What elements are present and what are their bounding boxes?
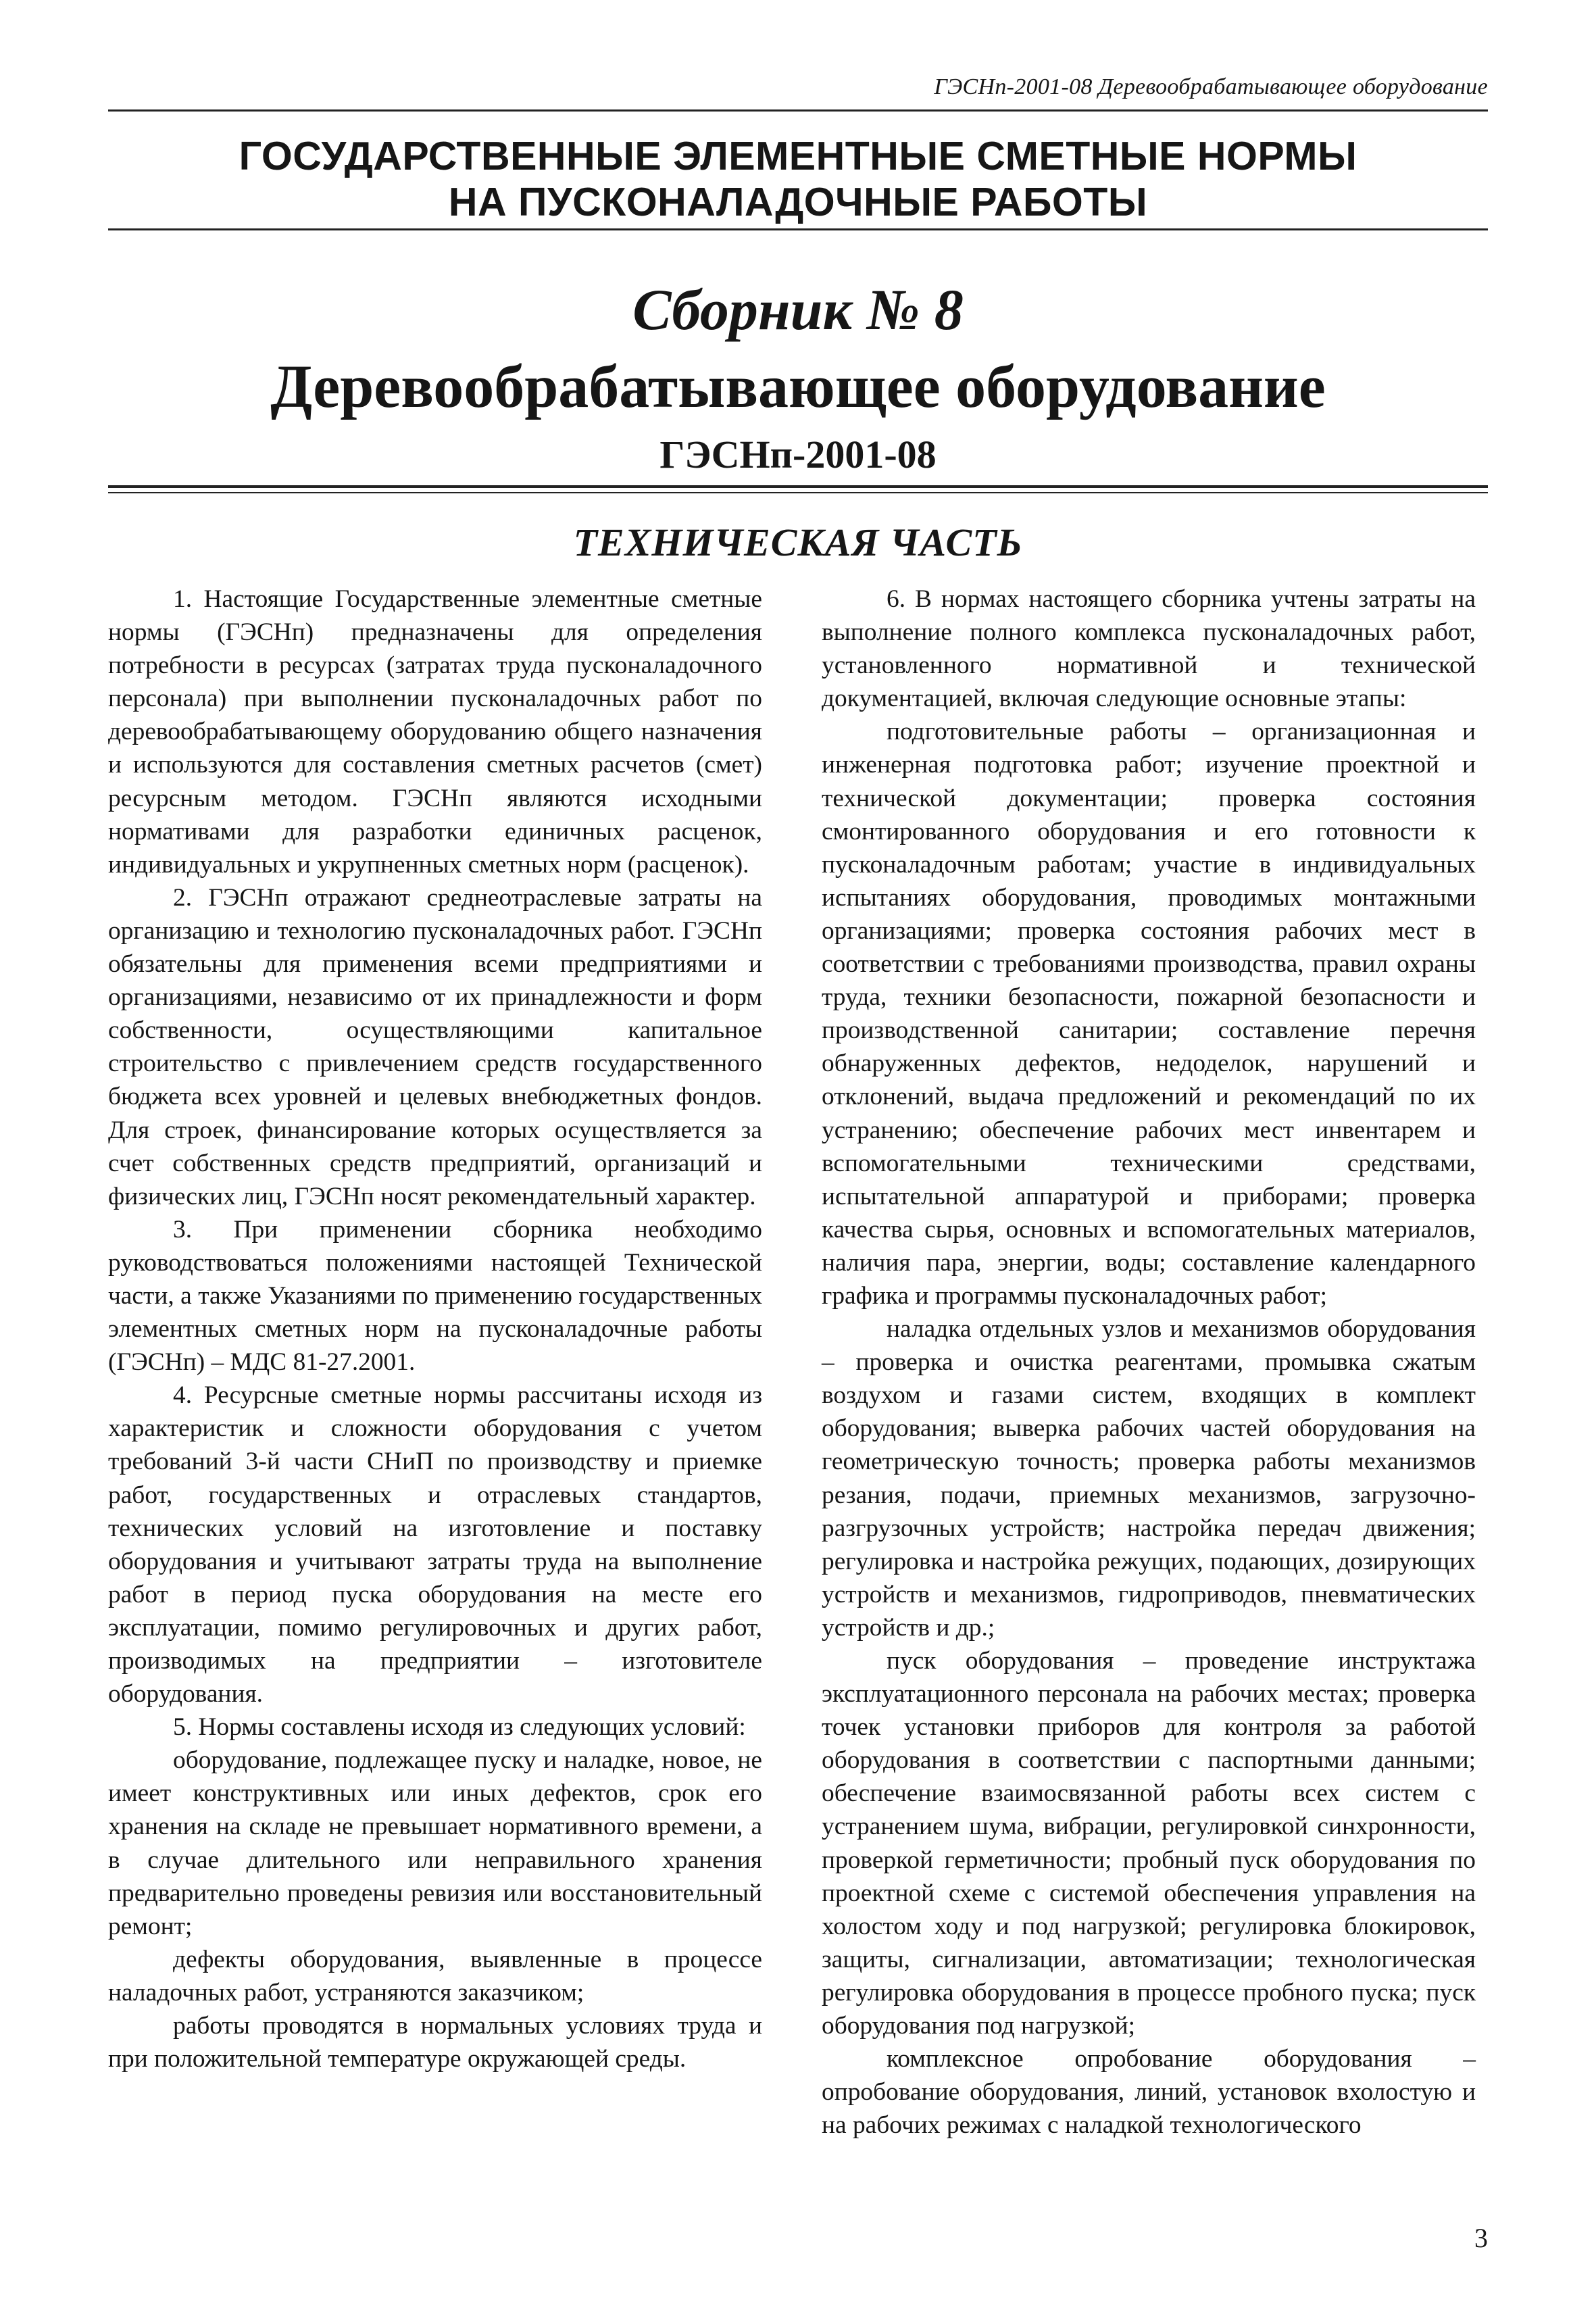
left-column	[108, 583, 762, 2075]
paragraph-5: 5. Нормы составлены исходя из следующих условий:	[173, 1713, 746, 1742]
collection-code: ГЭСНп-2001-08	[659, 433, 937, 476]
document-title-line-1: ГОСУДАРСТВЕННЫЕ ЭЛЕМЕНТНЫЕ СМЕТНЫЕ НОРМЫ	[239, 134, 1357, 178]
section-title: ТЕХНИЧЕСКАЯ ЧАСТЬ	[573, 520, 1023, 564]
double-rule	[108, 485, 1488, 493]
right-column	[822, 583, 1476, 2142]
collection-name: Деревообрабатывающее оборудование	[270, 353, 1326, 420]
paragraph-6-stage-complex-testing: комплексное опробование оборудования – опробование оборудования, линий, установок вхолостую и на рабочих режимах с наладкой технологического	[822, 2045, 1476, 2140]
collection-number: Сборник № 8	[632, 277, 964, 342]
paragraph-4: 4. Ресурсные сметные нормы рассчитаны исходя из характеристик и сложности оборудования с учетом требований 3-й части СНиП по производству и приемке работ, государственных и отраслевых стандартов, технических условий на изготовление и поставку оборудования и учитывают затраты труда на выполнение работ в период пуска оборудования на месте его эксплуатации, помимо регулировочных и других работ, производимых на предприятии – изготовителе оборудования.	[108, 1381, 762, 1708]
paragraph-6-stage-adjustment: наладка отдельных узлов и механизмов оборудования – проверка и очистка реагентами, промывка сжатым воздухом и газами систем, входящих в комплект оборудования; выверка рабочих частей оборудования на геометрическую точность; проверка работы механизмов резания, подачи, приемных механизмов, загрузочно-разгрузочных устройств; настройка передач движения; регулировка и настройка режущих, подающих, дозирующих устройств и механизмов, гидроприводов, пневматических устройств и др.;	[822, 1315, 1476, 1642]
paragraph-2: 2. ГЭСНп отражают среднеотраслевые затраты на организацию и технологию пусконаладочных работ. ГЭСНп обязательны для применения всеми предприятиями и организациями, независимо от их принадлежности и форм собственности, осуществляющими капитальное строительство с привлечением средств государственного бюджета всех уровней и целевых внебюджетных фондов. Для строек, финансирование которых осуществляется за счет собственных средств предприятий, организаций и физических лиц, ГЭСНп носят рекомендательный характер.	[108, 883, 762, 1210]
paragraph-6-stage-preparatory: подготовительные работы – организационная и инженерная подготовка работ; изучение проектной и технической документации; проверка состояния смонтированного оборудования и его готовности к пусконаладочным работам; участие в индивидуальных испытаниях оборудования, проводимых монтажными организациями; проверка состояния рабочих мест в соответствии с требованиями производства, правил охраны труда, техники безопасности, пожарной безопасности и производственной санитарии; составление перечня обнаруженных дефектов, недоделок, нарушений и отклонений, выдача предложений и рекомендаций по их устранению; обеспечение рабочих мест инвентарем и вспомогательными техническими средствами, испытательной аппаратурой и приборами; проверка качества сырья, основных и вспомогательных материалов, наличия пара, энергии, воды; составление календарного графика и программы пусконаладочных работ;	[822, 718, 1476, 1310]
running-header: ГЭСНп-2001-08 Деревообрабатывающее оборудование	[934, 74, 1488, 99]
header-rule	[108, 109, 1488, 112]
title-rule	[108, 228, 1488, 230]
document-title-line-2: НА ПУСКОНАЛАДОЧНЫЕ РАБОТЫ	[448, 180, 1148, 224]
paragraph-5-condition-3: работы проводятся в нормальных условиях труда и при положительной температуре окружающей среды.	[108, 2012, 762, 2073]
page-number: 3	[1474, 2223, 1488, 2253]
paragraph-5-condition-2: дефекты оборудования, выявленные в процессе наладочных работ, устраняются заказчиком;	[108, 1945, 762, 2007]
paragraph-5-condition-1: оборудование, подлежащее пуску и наладке, новое, не имеет конструктивных или иных дефектов, срок его хранения на складе не превышает нормативного времени, а в случае длительного или неправильного хранения предварительно проведены ревизия или восстановительный ремонт;	[108, 1746, 762, 1940]
paragraph-3: 3. При применении сборника необходимо руководствоваться положениями настоящей Технической части, а также Указаниями по применению государственных элементных сметных норм на пусконаладочные работы (ГЭСНп) – МДС 81-27.2001.	[108, 1215, 762, 1377]
paragraph-6: 6. В нормах настоящего сборника учтены затраты на выполнение полного комплекса пусконаладочных работ, установленного нормативной и технической документацией, включая следующие основные этапы:	[822, 585, 1476, 713]
paragraph-1: 1. Настоящие Государственные элементные сметные нормы (ГЭСНп) предназначены для определения потребности в ресурсах (затратах труда пусконаладочного персонала) при выполнении пусконаладочных работ по деревообрабатывающему оборудованию общего назначения и используются для составления сметных расчетов (смет) ресурсным методом. ГЭСНп являются исходными нормативами для разработки единичных расценок, индивидуальных и укрупненных сметных норм (расценок).	[108, 585, 762, 879]
paragraph-6-stage-startup: пуск оборудования – проведение инструктажа эксплуатационного персонала на рабочих местах; проверка точек установки приборов для контроля за работой оборудования в соответствии с паспортными данными; обеспечение взаимосвязанной работы всех систем с устранением шума, вибрации, регулировкой синхронности, проверкой герметичности; пробный пуск оборудования по проектной схеме с системой обеспечения управления на холостом ходу и под нагрузкой; регулировка блокировок, защиты, сигнализации, автоматизации; технологическая регулировка оборудования в процессе пробного пуска; пуск оборудования под нагрузкой;	[822, 1647, 1476, 2040]
